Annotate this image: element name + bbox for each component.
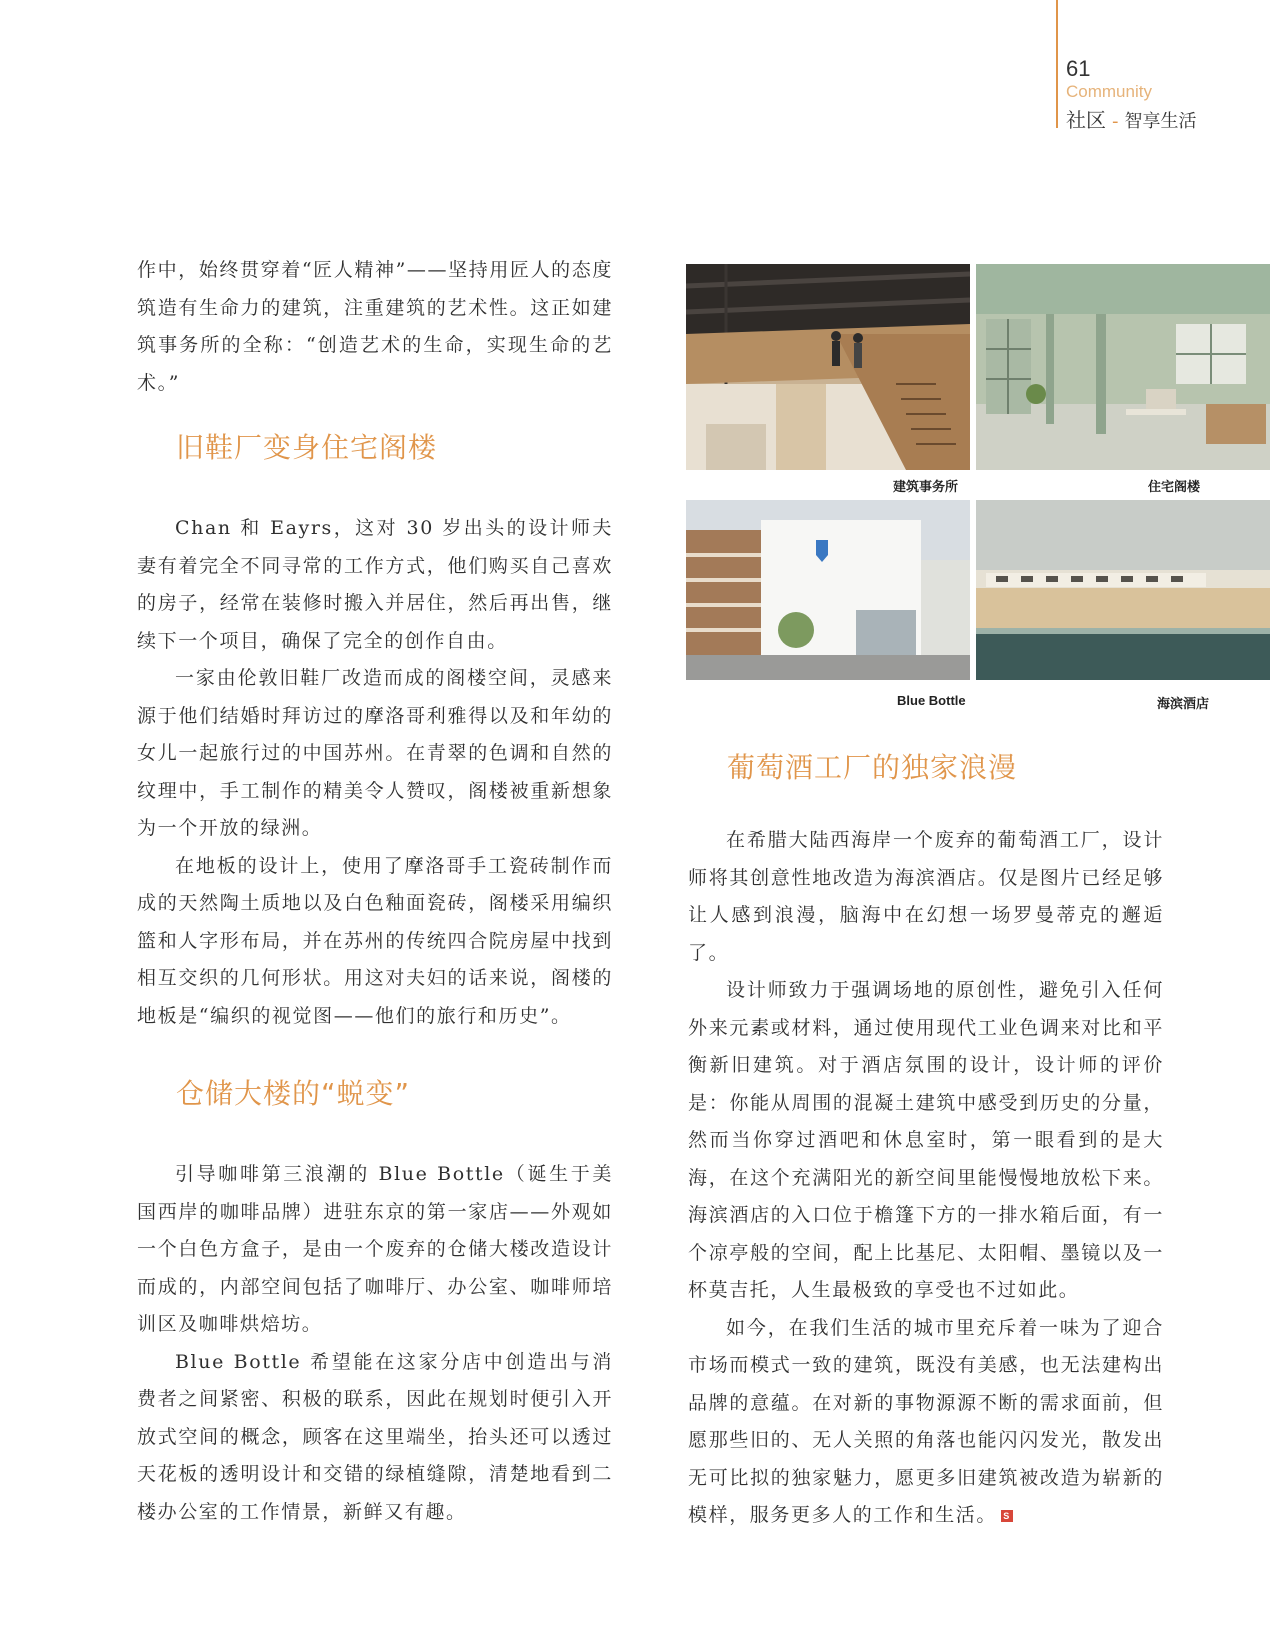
left-column-intro	[137, 252, 613, 402]
paragraph: 一家由伦敦旧鞋厂改造而成的阁楼空间，灵感来源于他们结婚时拜访过的摩洛哥利雅得以及和年幼的女儿一起旅行过的中国苏州。在青翠的色调和自然的纹理中，手工制作的精美令人赞叹，阁楼被重新想象为一个开放的绿洲。	[137, 667, 613, 839]
section-dash: -	[1112, 111, 1119, 132]
paragraph-final	[688, 1310, 1164, 1535]
heading-shoe-factory-loft: 旧鞋厂变身住宅阁楼	[176, 431, 438, 464]
intro-paragraph: 作中，始终贯穿着“匠人精神”——坚持用匠人的态度筑造有生命力的建筑，注重建筑的艺术性。这正如建筑事务所的全称：“创造艺术的生命，实现生命的艺术。”	[137, 259, 613, 394]
section-title-en: Community	[1066, 82, 1152, 101]
caption-residential-loft: 住宅阁楼	[1148, 479, 1201, 494]
photo-blue-bottle	[686, 500, 970, 680]
paragraph: 设计师致力于强调场地的原创性，避免引入任何外来元素或材料，通过使用现代工业色调来对比和平衡新旧建筑。对于酒店氛围的设计，设计师的评价是：你能从周围的混凝土建筑中感受到历史的分量，然而当你穿过酒吧和休息室时，第一眼看到的是大海，在这个充满阳光的新空间里能慢慢地放松下来。海滨酒店的入口位于檐篷下方的一排水箱后面，有一个凉亭般的空间，配上比基尼、太阳帽、墨镜以及一杯莫吉托，人生最极致的享受也不过如此。	[688, 979, 1164, 1301]
paragraph: Blue Bottle 希望能在这家分店中创造出与消费者之间紧密、积极的联系，因此在规划时便引入开放式空间的概念，顾客在这里端坐，抬头还可以透过天花板的透明设计和交错的绿植缝隙，清楚地看到二楼办公室的工作情景，新鲜又有趣。	[137, 1350, 613, 1523]
photo-residential-loft	[976, 264, 1270, 470]
photo-architecture-office	[686, 264, 970, 470]
caption-blue-bottle: Blue Bottle	[897, 693, 966, 708]
paragraph: Chan 和 Eayrs，这对 30 岁出头的设计师夫妻有着完全不同寻常的工作方式，他们购买自己喜欢的房子，经常在装修时搬入并居住，然后再出售，继续下一个项目，确保了完全的创作自由。	[137, 517, 613, 652]
page-number: 61	[1066, 56, 1091, 81]
paragraph: 引导咖啡第三浪潮的 Blue Bottle（诞生于美国西岸的咖啡品牌）进驻东京的第一家店——外观如一个白色方盒子，是由一个废弃的仓储大楼改造设计而成的，内部空间包括了咖啡厅、办公室、咖啡师培训区及咖啡烘焙坊。	[137, 1163, 613, 1335]
heading-winery-romance: 葡萄酒工厂的独家浪漫	[727, 751, 1018, 784]
photo-seaside-hotel	[976, 500, 1270, 680]
section-2-body	[137, 1156, 613, 1531]
heading-warehouse-transformation: 仓储大楼的“蜕变”	[176, 1077, 411, 1110]
subsection-label: 智享生活	[1124, 111, 1197, 132]
paragraph: 在希腊大陆西海岸一个废弃的葡萄酒工厂，设计师将其创意性地改造为海滨酒店。仅是图片已经足够让人感到浪漫，脑海中在幻想一场罗曼蒂克的邂逅了。	[688, 829, 1164, 964]
caption-architecture-office: 建筑事务所	[893, 479, 959, 494]
paragraph-final-text: 如今，在我们生活的城市里充斥着一味为了迎合市场而模式一致的建筑，既没有美感，也无法建构出品牌的意蕴。在对新的事物源源不断的需求面前，但愿那些旧的、无人关照的角落也能闪闪发光，散发出无可比拟的独家魅力，愿更多旧建筑被改造为崭新的模样，服务更多人的工作和生活。	[688, 1316, 1164, 1526]
section-title-cn	[1066, 104, 1197, 133]
section-3-body	[688, 822, 1164, 1535]
caption-seaside-hotel: 海滨酒店	[1157, 696, 1210, 711]
section-1-body	[137, 510, 613, 1035]
end-mark-icon: S	[1001, 1510, 1013, 1522]
paragraph: 在地板的设计上，使用了摩洛哥手工瓷砖制作而成的天然陶土质地以及白色釉面瓷砖，阁楼采用编织篮和人字形布局，并在苏州的传统四合院房屋中找到相互交织的几何形状。用这对夫妇的话来说，阁楼的地板是“编织的视觉图——他们的旅行和历史”。	[137, 854, 613, 1027]
header-rule	[1056, 0, 1058, 128]
section-label: 社区	[1066, 108, 1106, 132]
